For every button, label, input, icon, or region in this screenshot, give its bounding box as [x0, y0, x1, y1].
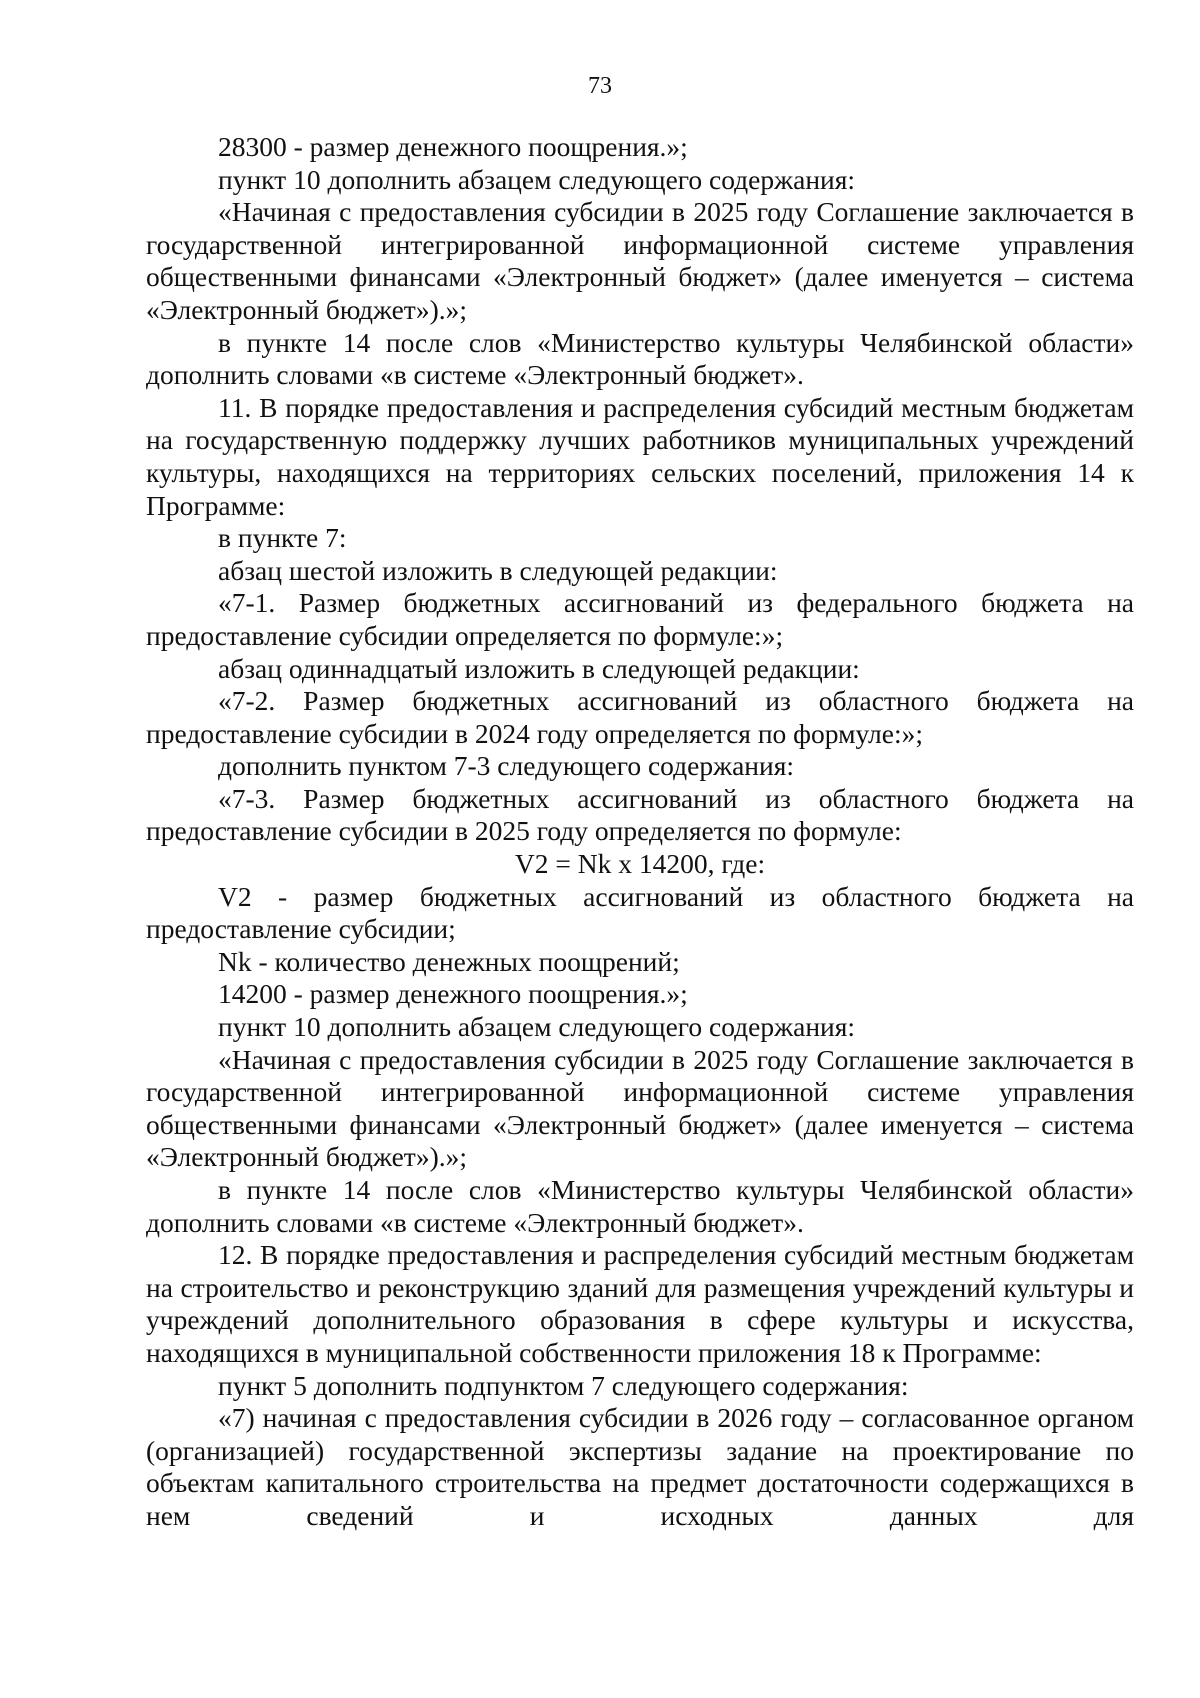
- paragraph: 14200 - размер денежного поощрения.»;: [218, 978, 688, 1010]
- paragraph: Nk - количество денежных поощрений;: [218, 945, 680, 977]
- paragraph: 11. В порядке предоставления и распределения субсидий местным бюджетам на государственную поддержку лучших работников муниципальных учреждений культуры, находящихся на территориях сельских поселений, приложения 14 к Программе:: [146, 391, 1134, 521]
- paragraph: в пункте 14 после слов «Министерство культуры Челябинской области» дополнить словами «в системе «Электронный бюджет».: [146, 1174, 1134, 1238]
- paragraph: пункт 10 дополнить абзацем следующего содержания:: [218, 163, 856, 195]
- paragraph: «7-2. Размер бюджетных ассигнований из областного бюджета на предоставление субсидии в 2024 году определяется по формуле:»;: [146, 685, 1134, 749]
- paragraph: 28300 - размер денежного поощрения.»;: [218, 131, 688, 162]
- paragraph: V2 - размер бюджетных ассигнований из областного бюджета на предоставление субсидии;: [146, 880, 1134, 945]
- paragraph: 12. В порядке предоставления и распределения субсидий местным бюджетам на строительство и реконструкцию зданий для размещения учреждений культуры и учреждений дополнительного образования в сфере культуры и искусства, находящихся в муниципальной собственности приложения 18 к Программе:: [146, 1239, 1134, 1368]
- paragraph: абзац шестой изложить в следующей редакции:: [218, 554, 778, 586]
- document-body: [146, 131, 1134, 1533]
- paragraph: «7-3. Размер бюджетных ассигнований из областного бюджета на предоставление субсидии в 2025 году определяется по формуле:: [146, 782, 1134, 847]
- formula: V2 = Nk x 14200, где:: [514, 848, 766, 880]
- paragraph: в пункте 7:: [218, 522, 347, 554]
- paragraph: «Начиная с предоставления субсидии в 2025 году Соглашение заключается в государственной интегрированной информационной системе управления общественными финансами «Электронный бюджет» (далее именуется – система «Электронный бюджет»).»;: [146, 1043, 1134, 1173]
- paragraph: пункт 5 дополнить подпунктом 7 следующего содержания:: [218, 1369, 909, 1401]
- paragraph: дополнить пунктом 7-3 следующего содержания:: [218, 750, 795, 782]
- paragraph: абзац одиннадцатый изложить в следующей редакции:: [218, 652, 860, 684]
- paragraph: «7) начиная с предоставления субсидии в 2026 году – согласованное органом (организацией) государственной экспертизы задание на проектирование по объектам капитального строительства на предмет достаточности содержащихся в нем сведений и исходных данных для: [146, 1402, 1134, 1531]
- paragraph: «7-1. Размер бюджетных ассигнований из федерального бюджета на предоставление субсидии определяется по формуле:»;: [146, 587, 1134, 651]
- paragraph: «Начиная с предоставления субсидии в 2025 году Соглашение заключается в государственной интегрированной информационной системе управления общественными финансами «Электронный бюджет» (далее именуется – система «Электронный бюджет»).»;: [146, 196, 1134, 325]
- page-number: 73: [588, 73, 612, 99]
- paragraph: пункт 10 дополнить абзацем следующего содержания:: [218, 1011, 856, 1043]
- paragraph: в пункте 14 после слов «Министерство культуры Челябинской области» дополнить словами «в системе «Электронный бюджет».: [146, 326, 1134, 391]
